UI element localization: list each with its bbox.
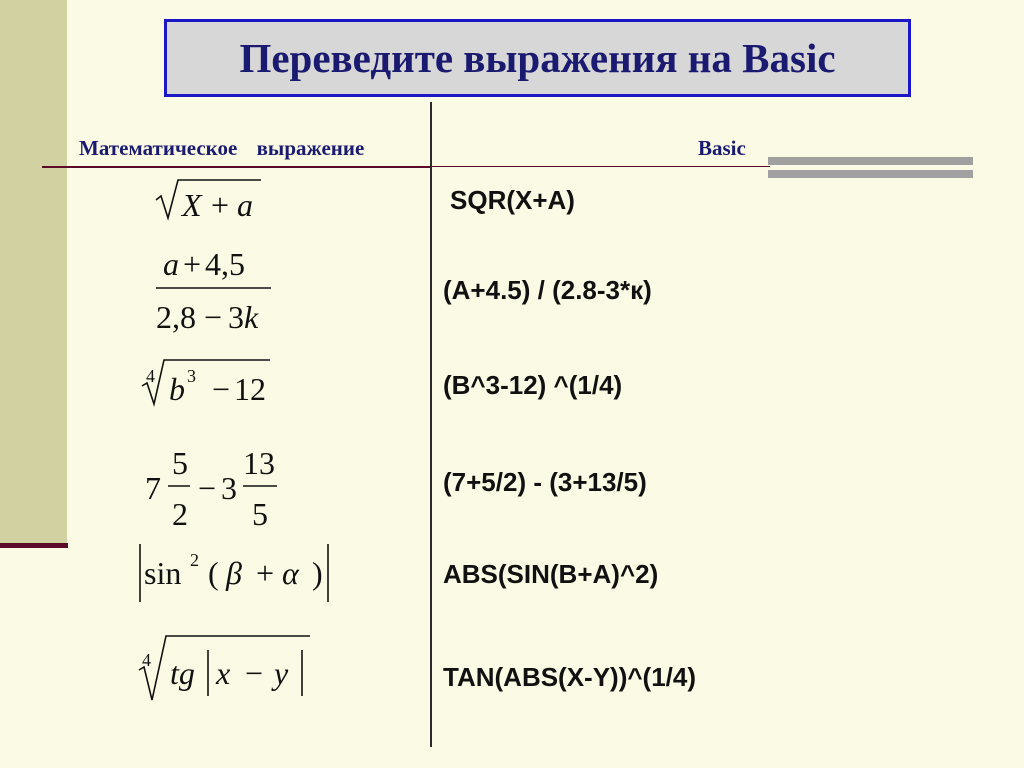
formula-abs-sin-squared: [120, 542, 350, 607]
svg-text:+: +: [256, 555, 275, 591]
svg-text:4: 4: [146, 366, 155, 386]
decorative-bar-bottom: [768, 170, 973, 178]
svg-text:2: 2: [172, 496, 188, 532]
svg-text:13: 13: [243, 445, 275, 481]
basic-expression-4: (7+5/2) - (3+13/5): [443, 467, 647, 497]
svg-text:3: 3: [187, 366, 196, 386]
svg-text:5: 5: [252, 496, 268, 532]
svg-text:+: +: [183, 246, 202, 282]
svg-text:−: −: [204, 299, 223, 335]
svg-text:5: 5: [172, 445, 188, 481]
svg-text:−: −: [245, 655, 264, 691]
formula-mixed-numbers: [120, 440, 320, 535]
side-decoration-band: [0, 0, 67, 546]
title-box: [164, 19, 911, 97]
math-expression-4: [120, 440, 420, 530]
svg-text:3: 3: [228, 299, 244, 335]
column-header-basic: Basic: [698, 136, 746, 160]
header-underline: [42, 166, 432, 168]
svg-text:−: −: [198, 470, 217, 506]
basic-expression-6: TAN(ABS(X-Y))^(1/4): [443, 662, 697, 692]
svg-text:α: α: [282, 555, 299, 591]
svg-text:4,5: 4,5: [205, 246, 245, 282]
svg-text:2: 2: [190, 550, 199, 570]
svg-text:3: 3: [221, 470, 237, 506]
side-decoration-rule: [0, 543, 68, 548]
svg-text:7: 7: [145, 470, 161, 506]
svg-text:): ): [312, 555, 323, 591]
basic-expression-3: (B^3-12) ^(1/4): [443, 370, 623, 400]
slide-title: Переведите выражения на Basic: [239, 35, 836, 81]
svg-text:+: +: [211, 187, 230, 223]
formula-fourth-root-b-cubed: [120, 352, 320, 412]
svg-text:a: a: [237, 187, 253, 223]
svg-text:β: β: [226, 555, 242, 591]
basic-expression-5: ABS(SIN(B+A)^2): [443, 559, 659, 589]
header-underline-right: [432, 166, 770, 167]
basic-expression-1: SQR(X+A): [450, 185, 575, 215]
math-expression-6: [120, 628, 420, 718]
basic-expression-2: (A+4.5) / (2.8-3*к): [443, 275, 652, 305]
formula-fourth-root-tg-abs: [120, 628, 350, 708]
svg-text:k: k: [244, 299, 259, 335]
formula-fraction-a-plus-4-5: [120, 243, 320, 338]
formula-sqrt-x-plus-a: [120, 172, 320, 232]
svg-text:(: (: [208, 555, 219, 591]
math-expression-3: [120, 352, 420, 442]
math-expression-2: [120, 243, 420, 333]
svg-text:2,8: 2,8: [156, 299, 196, 335]
svg-text:tg: tg: [170, 655, 195, 691]
svg-text:b: b: [169, 371, 185, 407]
svg-text:y: y: [274, 655, 289, 691]
svg-text:12: 12: [234, 371, 266, 407]
svg-text:4: 4: [142, 650, 151, 670]
svg-text:X: X: [182, 187, 202, 223]
decorative-bar-top: [768, 157, 973, 165]
svg-text:x: x: [216, 655, 231, 691]
svg-text:sin: sin: [144, 555, 182, 591]
column-divider: [430, 102, 432, 747]
svg-text:a: a: [163, 246, 179, 282]
column-header-math: Математическое выражение: [79, 136, 365, 160]
math-expression-5: [120, 542, 420, 632]
svg-text:−: −: [212, 371, 231, 407]
